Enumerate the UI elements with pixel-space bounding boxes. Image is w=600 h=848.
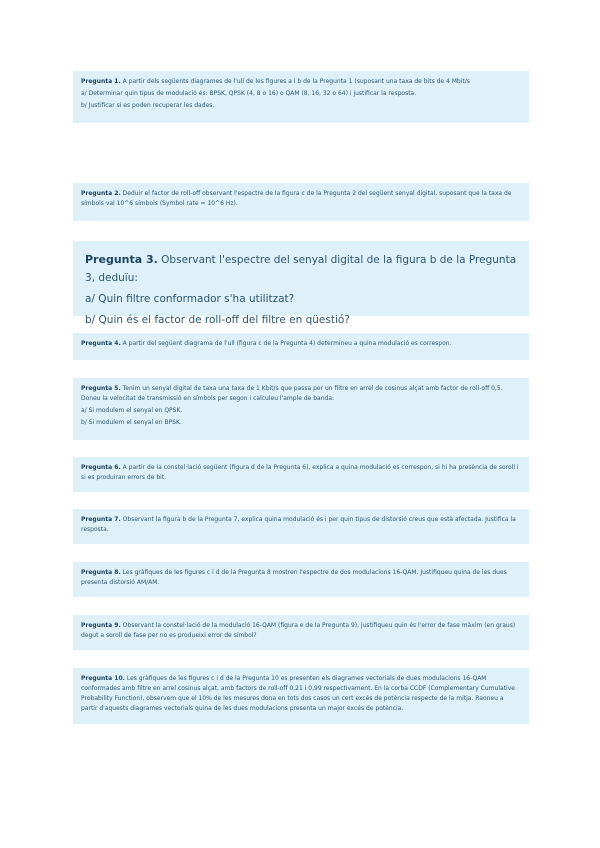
question-7-body: Observant la figura b de la Pregunta 7, explica quina modulació és i per quin tipus de distorsió creus que està afectada. Justifica la resposta. [81, 516, 516, 533]
question-4-body: A partir del següent diagrama de l'ull (figura c de la Pregunta 4) determineu a quina modulació es correspon. [122, 340, 452, 347]
question-2-body: Deduir el factor de roll-off observant l'espectre de la figura c de la Pregunta 2 del següent senyal digital, suposant que la taxa de símbols val 10^6 símbols (Symbol rate = 10^6 Hz). [81, 190, 512, 207]
question-1-item-b: b/ Justificar si es poden recuperar les dades. [81, 102, 215, 109]
question-6-label: Pregunta 6. [81, 464, 121, 471]
question-4-label: Pregunta 4. [81, 340, 121, 347]
question-2-label: Pregunta 2. [81, 190, 121, 197]
question-7-label: Pregunta 7. [81, 516, 121, 523]
question-1-item-a: a/ Determinar quin tipus de modulació és: BPSK, QPSK (4, 8 o 16) o QAM (8, 16, 32 o 64) i justificar la resposta. [81, 90, 417, 97]
question-2 [73, 183, 529, 221]
question-5 [73, 378, 529, 440]
question-1-body: A partir dels següents diagrames de l'ull de les figures a i b de la Pregunta 1 (suposant una taxa de bits de 4 Mbit/s [122, 78, 470, 85]
question-4 [73, 333, 529, 360]
question-10-label: Pregunta 10. [81, 675, 125, 682]
question-9-text [81, 621, 521, 641]
question-1 [73, 71, 529, 123]
question-4-text [81, 339, 521, 349]
question-7-text [81, 515, 521, 535]
question-3-item-a: a/ Quin filtre conformador s'ha utilitzat? [85, 293, 295, 305]
question-6-text [81, 463, 521, 483]
question-6 [73, 457, 529, 492]
question-3 [73, 241, 529, 326]
question-1-text [81, 77, 521, 87]
question-9-label: Pregunta 9. [81, 622, 121, 629]
question-8-body: Les gràfiques de les figures c i d de la Pregunta 8 mostren l'espectre de dos modulacions 16-QAM. Justifiqueu quina de les dues presenta distorsió AM/AM. [81, 569, 507, 586]
question-2-text [81, 189, 521, 209]
question-3-label: Pregunta 3. [85, 253, 158, 266]
question-3-text [85, 251, 517, 287]
question-1-label: Pregunta 1. [81, 78, 121, 85]
question-5-body: Tenim un senyal digital de taxa una taxa de 1 Kbit/s que passa per un filtre en arrel de cosinus alçat amb factor de roll-off 0,5. Doneu la velocitat de transmissió en símbols per segon i calculeu l'ample de banda: [81, 385, 503, 402]
question-10-text [81, 674, 521, 714]
question-8-text [81, 568, 521, 588]
question-10 [73, 668, 529, 724]
question-3-body: Observant l'espectre del senyal digital de la figura b de la Pregunta 3, deduïu: [85, 254, 517, 284]
question-7 [73, 509, 529, 544]
question-9-body: Observant la constel·lació de la modulació 16-QAM (figura e de la Pregunta 9), justifiqueu quin és l'error de fase màxim (en graus) degut a soroll de fase per no es produeixi error de símbol? [81, 622, 516, 639]
question-5-label: Pregunta 5. [81, 385, 121, 392]
question-8-label: Pregunta 8. [81, 569, 121, 576]
question-5-item-a: a/ Si modulem el senyal en QPSK. [81, 407, 183, 414]
question-9 [73, 615, 529, 650]
question-8 [73, 562, 529, 597]
question-5-item-b: b/ Si modulem el senyal en BPSK. [81, 419, 182, 426]
question-6-body: A partir de la constel·lació següent (figura d de la Pregunta 6), explica a quina modulació es correspon, si hi ha presència de soroll i si es produiran errors de bit. [81, 464, 519, 481]
question-10-body: Les gràfiques de les figures c i d de la Pregunta 10 es presenten els diagrames vectorials de dues modulacions 16-QAM conformades amb filtre en arrel cosinus alçat, amb factors de roll-off 0,21 i 0,99 respectivament. En la corba CCDF (Complementary Cumulative Probability Function), observem que el 10% de les mesures dona en tots dos casos un cert excés de potència respecte de la mitja. Raoneu a partir d'aquests diagrames vectorials quina de les dues modulacions presenta un major excés de potència. [81, 675, 515, 712]
question-5-text [81, 384, 521, 404]
question-3-item-b: b/ Quin és el factor de roll-off del filtre en qüestió? [85, 314, 350, 326]
